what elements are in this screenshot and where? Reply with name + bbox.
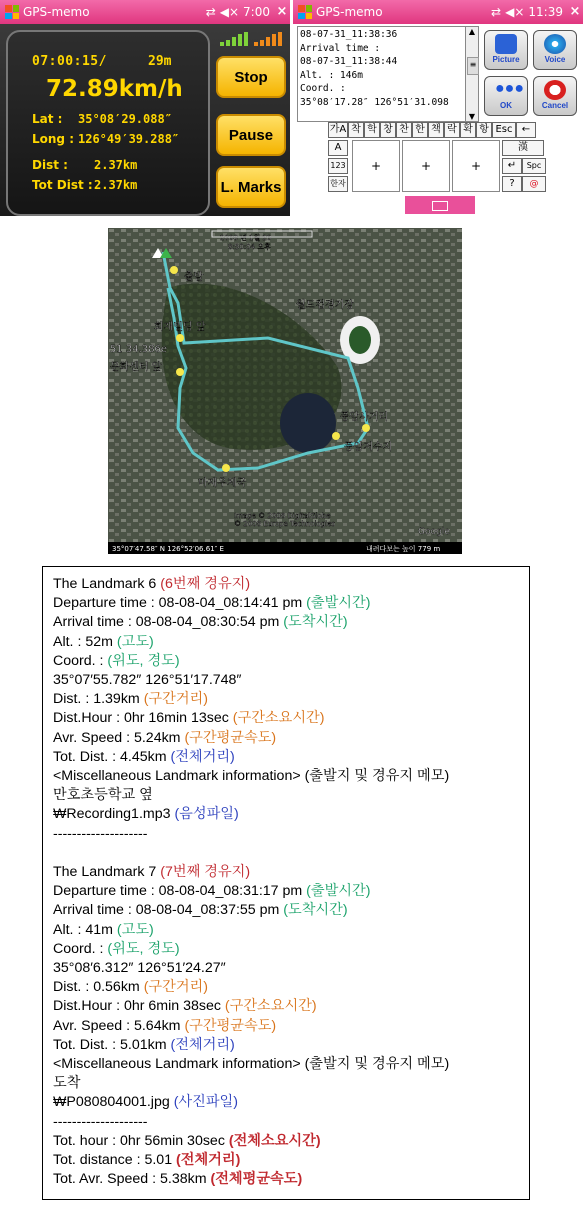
distance-row: [32, 158, 137, 172]
keyboard-top-row: [328, 122, 536, 138]
pin-icon[interactable]: [176, 368, 184, 376]
key-char[interactable]: 락: [444, 122, 460, 138]
landmark-7-coord-label: Coord. : (위도, 경도): [53, 940, 180, 957]
gps-screen: [0, 0, 290, 216]
altitude-value: 29m: [148, 54, 172, 69]
key-backspace[interactable]: ←: [516, 122, 536, 138]
landmark-6-departure: Departure time : 08-08-04_08:14:41 pm (출발시간): [53, 595, 371, 612]
speed-value: 72.89km/h: [46, 76, 183, 102]
volume-icon[interactable]: ◀×: [505, 5, 525, 19]
clock[interactable]: 11:39: [528, 5, 563, 19]
windows-start-icon[interactable]: [5, 5, 19, 19]
landmark-6-memo: 만호초등학교 옆: [53, 787, 153, 804]
label-start: 출발: [184, 272, 204, 283]
picture-label: Picture: [492, 55, 520, 64]
landmark-7-misc: <Miscellaneous Landmark information> (출발지 및 경유지 메모): [53, 1056, 450, 1073]
map-canvas[interactable]: [108, 228, 462, 554]
landmark-log: [42, 566, 530, 1200]
pin-icon[interactable]: [222, 464, 230, 472]
gps-signal-icon: [220, 32, 248, 46]
total-distance-label: Tot Dist :: [32, 178, 93, 192]
latitude-row: [32, 112, 172, 126]
camera-icon: [495, 34, 517, 54]
landmark-6-header: The Landmark 6 (6번째 경유지): [53, 576, 251, 592]
landmark-7-coordinates: 35°08′6.312″ 126°51′24.27″: [53, 960, 226, 977]
windows-start-icon[interactable]: [298, 5, 312, 19]
elapsed-time: 07:00:15/: [32, 54, 107, 69]
pin-icon[interactable]: [176, 334, 184, 342]
title-bar: [0, 0, 290, 24]
key-escape[interactable]: Esc: [492, 122, 516, 138]
landmark-6-distance: Dist. : 1.39km (구간거리): [53, 691, 208, 708]
distance-value: 2.37km: [94, 158, 138, 172]
key-char[interactable]: 찬: [396, 122, 412, 138]
battery-level-icon: [254, 32, 282, 46]
key-hanja[interactable]: 한자: [328, 176, 348, 192]
gps-readout-panel: [6, 30, 210, 216]
key-numeric[interactable]: 123: [328, 158, 348, 174]
label-pungam-reservoir: 풍암저수지: [344, 442, 393, 453]
ok-label: OK: [500, 101, 512, 110]
landmark-6-file: ₩Recording1.mp3 (음성파일): [53, 806, 239, 823]
landmark-7-duration: Dist.Hour : 0hr 6min 38sec (구간소요시간): [53, 998, 317, 1015]
label-hoejae-building: 회재빌딩 앞: [154, 322, 206, 333]
key-alpha[interactable]: A: [328, 140, 348, 156]
landmark-7-altitude: Alt. : 41m (고도): [53, 921, 154, 938]
landmark-7-total: Tot. Dist. : 5.01km (전체거리): [53, 1036, 235, 1053]
separator: --------------------: [53, 1113, 148, 1130]
total-distance: Tot. distance : 5.01 (전체거리): [53, 1152, 241, 1169]
scroll-thumb[interactable]: ≡: [467, 57, 479, 75]
longitude-label: Long :: [32, 132, 74, 146]
landmark-7-distance: Dist. : 0.56km (구간거리): [53, 979, 208, 996]
landmark-7-departure: Departure time : 08-08-04_08:31:17 pm (출발시간): [53, 883, 371, 900]
landmark-7-arrival: Arrival time : 08-08-04_08:37:55 pm (도착시간): [53, 902, 348, 919]
copyright-digitalglobe: Image © 2008 DigitalGlobe: [234, 512, 331, 520]
close-icon[interactable]: ×: [569, 4, 581, 19]
ok-button[interactable]: [484, 76, 528, 116]
key-question[interactable]: ?: [502, 176, 522, 192]
total-hour: Tot. hour : 0hr 56min 30sec (전체소요시간): [53, 1132, 321, 1149]
key-enter[interactable]: ↵: [502, 158, 522, 174]
handwriting-box-2[interactable]: +: [402, 140, 450, 192]
landmark-6-total: Tot. Dist. : 4.45km (전체거리): [53, 748, 235, 765]
landmark-7-file: ₩P080804001.jpg (사진파일): [53, 1094, 238, 1111]
label-coordinate: 51 34.386e: [110, 344, 168, 355]
copyright-europa: © 2008 Europa Technologies: [234, 520, 336, 528]
google-logo: Google: [418, 527, 450, 537]
gps-body: [0, 24, 290, 216]
landmark-6-coordinates: 35°07′55.782″ 126°51′17.748″: [53, 672, 242, 689]
landmark-6-coord-label: Coord. : (위도, 경도): [53, 652, 180, 669]
stop-button[interactable]: Stop: [216, 56, 286, 98]
landmark-7-header: The Landmark 7 (7번째 경유지): [53, 864, 251, 881]
voice-label: Voice: [544, 55, 566, 64]
key-char[interactable]: 한: [412, 122, 428, 138]
reservoir-shape: [280, 393, 336, 453]
connectivity-icon[interactable]: ⇄: [491, 5, 502, 19]
music-note-icon: [544, 34, 566, 54]
app-title: GPS-memo: [316, 5, 383, 19]
total-average-speed: Tot. Avr. Speed : 5.38km (전체평균속도): [53, 1171, 303, 1188]
key-char[interactable]: 확: [460, 122, 476, 138]
latitude-label: Lat :: [32, 112, 63, 126]
latitude-value: 35°08′29.088″: [78, 112, 172, 126]
memo-scrollbar[interactable]: [465, 26, 479, 122]
handwriting-box-3[interactable]: +: [452, 140, 500, 192]
landmark-6-misc: <Miscellaneous Landmark information> (출발지 및 경유지 메모): [53, 768, 450, 785]
total-distance-value: 2.37km: [94, 178, 138, 192]
label-pungam-intersection: 풍암사거리: [340, 412, 389, 423]
imagery-time: 8:50:04 오후: [228, 243, 271, 251]
pin-icon[interactable]: [170, 266, 178, 274]
key-space[interactable]: Spc: [522, 158, 546, 174]
key-mode[interactable]: 가A: [328, 122, 348, 138]
pause-button[interactable]: Pause: [216, 114, 286, 156]
input-panel-toggle[interactable]: [405, 196, 475, 214]
pin-icon[interactable]: [332, 432, 340, 440]
cancel-button[interactable]: [533, 76, 577, 116]
close-icon[interactable]: ×: [276, 4, 288, 19]
clock[interactable]: 7:00: [243, 5, 270, 19]
key-char[interactable]: 창: [380, 122, 396, 138]
map-eye-altitude: 내려다보는 높이 779 m: [366, 545, 441, 553]
landmark-7-memo: 도착: [53, 1075, 81, 1092]
route-map[interactable]: [108, 228, 462, 554]
scroll-down-icon[interactable]: ▼: [468, 112, 476, 121]
landmark-6-duration: Dist.Hour : 0hr 16min 13sec (구간소요시간): [53, 710, 325, 727]
separator: --------------------: [53, 825, 148, 842]
longitude-row: [32, 132, 179, 146]
key-char[interactable]: 학: [364, 122, 380, 138]
pin-icon[interactable]: [362, 424, 370, 432]
landmark-6-speed: Avr. Speed : 5.24km (구간평균속도): [53, 729, 277, 746]
title-bar: [293, 0, 583, 24]
key-char[interactable]: 항: [476, 122, 492, 138]
landmark-6-altitude: Alt. : 52m (고도): [53, 633, 154, 650]
label-culture-center: 문화센터 앞: [110, 362, 162, 373]
memo-textarea[interactable]: 08-07-31_11:38:36 Arrival time : 08-07-31_11:38:44 Alt. : 146m Coord. : 35°08′17.28″ 126°51′31.098: [297, 26, 467, 122]
picture-button[interactable]: [484, 30, 528, 70]
handwriting-box-1[interactable]: +: [352, 140, 400, 192]
key-char[interactable]: 책: [428, 122, 444, 138]
cancel-icon: [544, 80, 566, 100]
app-title: GPS-memo: [23, 5, 90, 19]
scroll-up-icon[interactable]: ▲: [468, 27, 476, 36]
total-distance-row: [32, 178, 137, 192]
landmarks-button[interactable]: L. Marks: [216, 166, 286, 208]
landmark-7-speed: Avr. Speed : 5.64km (구간평균속도): [53, 1017, 277, 1034]
imagery-date: 2008 년 1월 20: [220, 234, 272, 242]
label-worldcup-stadium: 월드컵경기장: [296, 300, 354, 311]
keyboard-icon: [432, 201, 448, 211]
distance-label: Dist :: [32, 158, 68, 172]
dots-icon: ●●●: [495, 80, 524, 97]
key-symbols-icon[interactable]: @: [522, 176, 546, 192]
landmark-6-arrival: Arrival time : 08-08-04_08:30:54 pm (도착시간): [53, 614, 348, 631]
key-hanja-convert[interactable]: 漢: [502, 140, 544, 156]
key-char[interactable]: 착: [348, 122, 364, 138]
input-panel: [328, 122, 580, 194]
connectivity-icon[interactable]: ⇄: [205, 5, 216, 19]
cancel-label: Cancel: [541, 101, 569, 110]
volume-icon[interactable]: ◀×: [219, 5, 240, 19]
map-coordinates: 35°07′47.58″ N 126°52′06.61″ E: [112, 545, 224, 553]
longitude-value: 126°49′39.288″: [78, 132, 180, 146]
label-majae-post-office: 마재우체국: [198, 478, 247, 489]
memo-screen: [293, 0, 583, 216]
voice-button[interactable]: [533, 30, 577, 70]
